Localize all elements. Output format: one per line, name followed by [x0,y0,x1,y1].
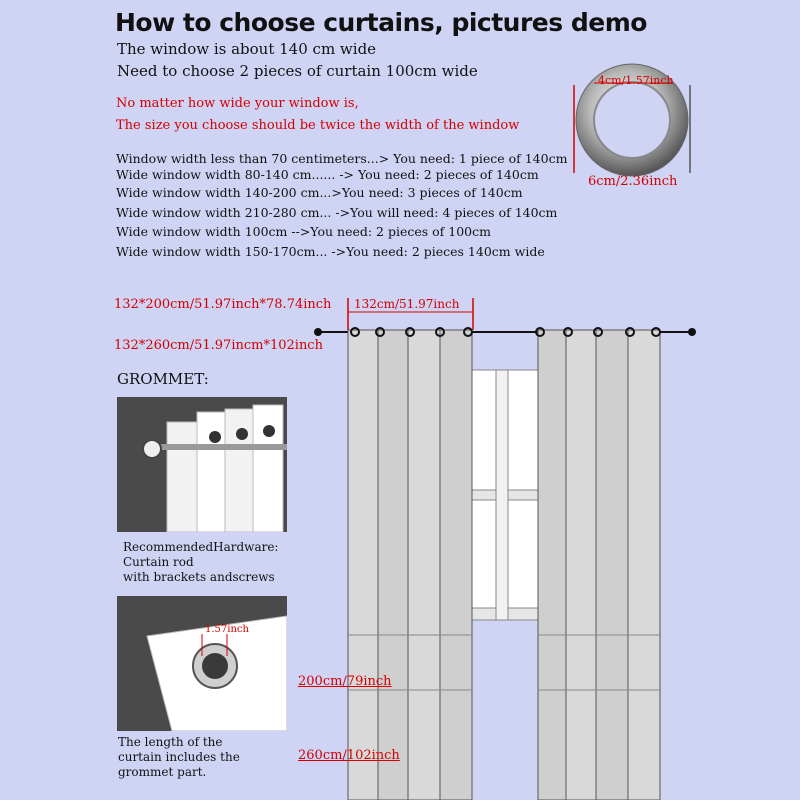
rule-line: Wide window width 140-200 cm...>You need: 3 pieces of 140cm [116,185,523,200]
warning-line-2: The size you choose should be twice the width of the window [116,118,520,133]
rod-photo-illustration [117,397,287,532]
warning-line-1: No matter how wide your window is, [116,96,359,111]
left-curtain-panel [348,328,472,800]
intro-line-1: The window is about 140 cm wide [117,40,377,58]
hardware-note: RecommendedHardware: Curtain rod with brackets andscrews [123,540,279,584]
right-curtain-panel [536,328,660,800]
intro-line-2: Need to choose 2 pieces of curtain 100cm wide [117,62,478,80]
rule-line: Wide window width 80-140 cm...... -> You need: 2 pieces of 140cm [116,167,539,182]
rod-finial-icon [688,328,696,336]
ring-outer-label: 6cm/2.36inch [588,174,678,189]
curtain-width-label: 132cm/51.97inch [354,297,460,311]
length-note: The length of the curtain includes the grommet part. [118,735,240,779]
rule-line: Window width less than 70 centimeters...> You need: 1 piece of 140cm [116,151,568,166]
closeup-size-label: 1.57inch [205,624,249,635]
rule-line: Wide window width 150-170cm... ->You need: 2 pieces 140cm wide [116,244,545,259]
size-option-1: 132*200cm/51.97inch*78.74inch [114,297,332,312]
rule-line: Wide window width 210-280 cm... ->You will need: 4 pieces of 140cm [116,205,558,220]
curtain-diagram [300,290,700,800]
rule-line: Wide window width 100cm -->You need: 2 pieces of 100cm [116,224,491,239]
grommet-heading: GROMMET: [117,370,209,388]
rod-finial-icon [314,328,322,336]
ring-inner-label: 4cm/1.57inch [598,74,674,87]
length-label-260: 260cm/102inch [298,748,400,763]
length-label-200: 200cm/79inch [298,674,392,689]
size-option-2: 132*260cm/51.97incm*102inch [114,338,323,353]
grommet-closeup-illustration [117,596,287,731]
page-title: How to choose curtains, pictures demo [115,8,647,37]
